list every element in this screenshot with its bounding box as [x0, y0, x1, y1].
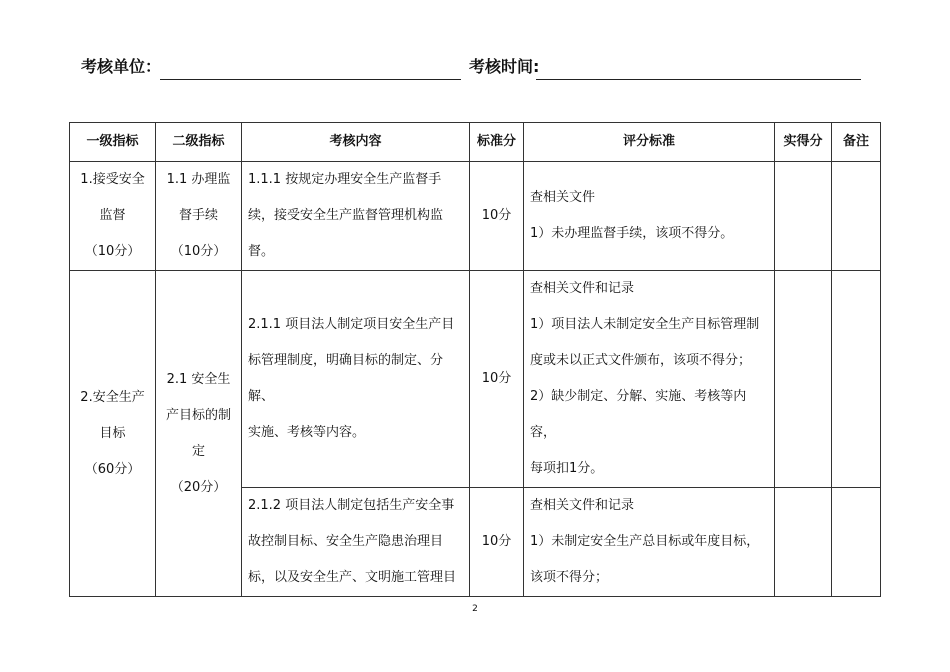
unit-label: 考核单位： — [81, 57, 162, 76]
level2-cell: 1.1 办理监 督手续 （10分） — [156, 162, 242, 271]
content-cell: 2.1.2 项目法人制定包括生产安全事 故控制目标、安全生产隐患治理目 标，以及安全生产、文明施工管理目 — [242, 488, 470, 597]
remark-cell[interactable] — [832, 271, 881, 488]
col-header-actual: 实得分 — [775, 123, 832, 162]
col-header-criteria: 评分标准 — [524, 123, 775, 162]
unit-underline — [160, 79, 461, 80]
col-header-level2: 二级指标 — [156, 123, 242, 162]
time-underline — [536, 79, 861, 80]
page-number: 2 — [472, 604, 478, 614]
score-cell: 10分 — [470, 162, 524, 271]
actual-score-cell[interactable] — [775, 488, 832, 597]
time-label: 考核时间: — [469, 57, 540, 76]
remark-cell[interactable] — [832, 488, 881, 597]
remark-cell[interactable] — [832, 162, 881, 271]
actual-score-cell[interactable] — [775, 162, 832, 271]
level1-cell: 2.安全生产 目标 （60分） — [70, 271, 156, 597]
actual-score-cell[interactable] — [775, 271, 832, 488]
level1-cell: 1.接受安全 监督 （10分） — [70, 162, 156, 271]
col-header-content: 考核内容 — [242, 123, 470, 162]
content-cell: 2.1.1 项目法人制定项目安全生产目 标管理制度，明确目标的制定、分解、 实施、考核等内容。 — [242, 271, 470, 488]
score-cell: 10分 — [470, 271, 524, 488]
criteria-cell: 查相关文件 1）未办理监督手续，该项不得分。 — [524, 162, 775, 271]
table-row — [70, 271, 881, 488]
table-row — [70, 162, 881, 271]
score-cell: 10分 — [470, 488, 524, 597]
col-header-remark: 备注 — [832, 123, 881, 162]
table-header-row — [70, 123, 881, 162]
criteria-cell: 查相关文件和记录 1）未制定安全生产总目标或年度目标， 该项不得分； — [524, 488, 775, 597]
assessment-table — [69, 122, 881, 597]
col-header-level1: 一级指标 — [70, 123, 156, 162]
content-cell: 1.1.1 按规定办理安全生产监督手 续，接受安全生产监督管理机构监 督。 — [242, 162, 470, 271]
criteria-cell: 查相关文件和记录 1）项目法人未制定安全生产目标管理制 度或未以正式文件颁布，该项不得分； 2）缺少制定、分解、实施、考核等内容， 每项扣1分。 — [524, 271, 775, 488]
level2-cell: 2.1 安全生 产目标的制 定 （20分） — [156, 271, 242, 597]
col-header-score: 标准分 — [470, 123, 524, 162]
